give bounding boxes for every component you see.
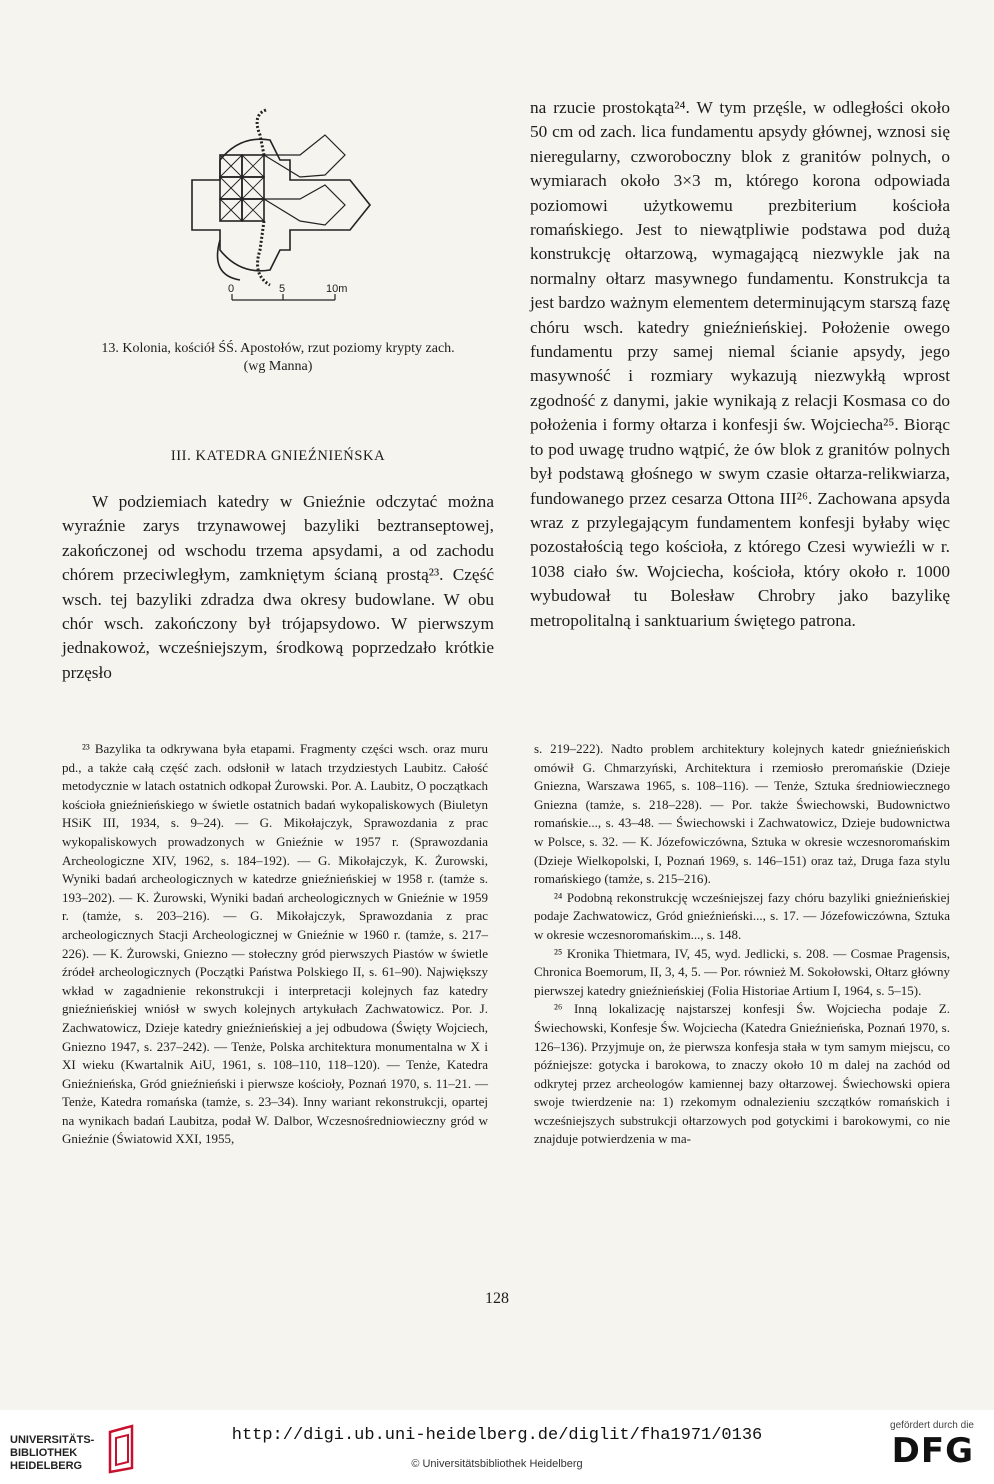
library-line-1: UNIVERSITÄTS-: [10, 1434, 95, 1446]
caption-line-2: (wg Manna): [243, 359, 313, 374]
plan-outer-wall: [192, 139, 370, 271]
scale-label-5: 5: [279, 283, 286, 295]
body-paragraph-right: na rzucie prostokąta²⁴. W tym przęśle, w odległości około 50 cm od zach. lica fundamentu apsydy głównej, wznosi się nieregularny, czworoboczny blok z granitów polnych, o wymiarach około 3×3 m, którego korona odpowiada poziomowi użytkowemu prezbiterium kościoła romańskiego. Jest to niewątpliwie podstawa pod dużą konstrukcję ołtarzową, wymagającą niezwykle jak na normalny ołtarz masywnego fundamentu. Konstrukcja ta jest bardzo ważnym elementem determinującym starszą fazę chóru wsch. katedry gnieźnieńskiej. Położenie owego fundamentu przy samej niemal ścianie apsydy, jego masywność i rozmiary wykazują niezwykłą wprost zgodność z danymi, jakie wynikają z relacji Kosmasa co do położenia i formy ołtarza i konfesji św. Wojciecha²⁵. Biorąc to pod uwagę trudno wątpić, że ów blok z granitów polnych był podstawą głośnego w swym czasie ołtarza-relikwiarza, fundowanego przez cesarza Ottona III²⁶. Zachowana apsyda wraz z przylegającym fundamentem konfesji byłaby więc pozostałością tego kościoła, z którego Czesi wywieźli w r. 1038 ciało św. Wojciecha, kościoła, który około r. 1000 wybudował tu Bolesław Chrobry jako bazylikę metropolitalną i sanktuarium świętego patrona.: [530, 98, 950, 630]
footnotes-right-column: [534, 740, 950, 1149]
plan-stair-north: [257, 110, 266, 155]
footnote-25: ²⁵ Kronika Thietmara, IV, 45, wyd. Jedlicki, s. 208. — Cosmae Pragensis, Chronica Boemorum, II, 3, 4, 5. — Por. również M. Sokołowski, Ołtarz główny pierwszej katedry gnieźnieńskiej (Folia Historiae Artium I, 1964, s. 5–15).: [534, 945, 950, 998]
scale-label-10m: 10m: [326, 283, 348, 295]
dfg-funding-logo: [864, 1420, 974, 1471]
crypt-floor-plan: [180, 100, 380, 310]
footnote-23: ²³ Bazylika ta odkrywana była etapami. Fragmenty części wsch. oraz muru pd., a także całą część zach. odsłonił w latach trzydziestych Laubitz. Całość metodycznie w latach ostatnich odkopał Żurowski. Por. A. Laubitz, O początkach kościoła gnieźnieńskiego w świetle ostatnich badań wykopaliskowych (Biuletyn HSiK III, 1934, s. 9–24). — G. Mikołajczyk, Sprawozdania z prac wykopaliskowych prowadzonych w Gnieźnie w 1957 r. (Sprawozdania Archeologiczne XIV, 1962, s. 184–192). — G. Mikołajczyk, K. Żurowski, Wyniki badań archeologicznych w katedrze gnieźnieńskiej w 1958 r. (tamże s. 193–202). — K. Żurowski, Wyniki badań archeologicznych w Gnieźnie w 1959 r. (tamże, s. 203–216). — G. Mikołajczyk, Sprawozdania z prac archeologicznych Stacji Archeologicznej w Gnieźnie w 1960 r. (tamże, s. 217–226). — K. Żurowski, Gniezno — stołeczny gród pierwszych Piastów w świetle źródeł archeologicznych (Początki Państwa Polskiego II, s. 61–90). Największy wkład w zagadnienie rekonstrukcji i interpretacji kolejnych faz katedry gnieźnieńskiej wniósł w swych kolejnych artykułach Zachwatowicz. Por. J. Zachwatowicz, Dzieje katedry gnieźnieńskiej a jej odbudowa (Święty Wojciech, Gniezno 1947, s. 237–242). — Tenże, Polska architektura monumentalna w X i XI wieku (Kwartalnik AiU, 1961, s. 108–110, 118–120). — Tenże, Katedra Gnieźnieńska, Gród gnieźnieński i pierwsze kościoły, Poznań 1970, s. 11–21. — Tenże, Katedra romańska (tamże, s. 23–34). Inny wariant rekonstrukcji, opartej na wynikach badań Laubitza, podał W. Dalbor, Wczesnośredniowieczny gród w Gnieźnie (Światowid XXI, 1955,: [62, 741, 488, 1147]
dfg-logo-text: DFG: [891, 1431, 974, 1471]
body-text-right-column: [530, 96, 950, 633]
footnote-26: ²⁶ Inną lokalizację najstarszej konfesji Św. Wojciecha podaje Z. Świechowski, Konfesje Św. Wojciecha (Katedra Gnieźnieńska, Poznań 1970, s. 126–136). Przyjmuje on, że pierwsza konfesja stała w tym samym miejscu, co późniejsze: gotycka i barokowa, to znaczy około 10 m dalej na zachód od odkrytej przez archeologów kamiennej bazy ołtarzowej. Świechowski opiera swoje twierdzenie na: 1) rzekomym odnalezieniu szczątków romańskich i wcześniejszych substrukcji ołtarzowych pod gotyckimi i barokowymi, co nie znajduje potwierdzenia w ma-: [534, 1001, 950, 1147]
document-url[interactable]: http://digi.ub.uni-heidelberg.de/diglit/fha1971/0136: [231, 1426, 763, 1445]
copyright-notice: © Universitätsbibliothek Heidelberg: [411, 1458, 583, 1470]
footnotes-left-column: [62, 740, 488, 1149]
library-line-2: BIBLIOTHEK: [10, 1447, 78, 1459]
plan-apse-north: [264, 135, 345, 177]
footer-bar: [0, 1410, 994, 1484]
page-number: 128: [485, 1290, 509, 1307]
caption-line-1: 13. Kolonia, kościół ŚŚ. Apostołów, rzut poziomy krypty zach.: [101, 341, 455, 356]
funded-by-label: gefördert durch die: [890, 1420, 974, 1431]
body-paragraph-left: W podziemiach katedry w Gnieźnie odczytać można wyraźnie zarys trzynawowej bazyliki beztranseptowej, zakończonej od wschodu trzema apsydami, a od zachodu chórem przeciwległym, zamkniętym ścianą prostą²³. Część wsch. tej bazyliki zdradza dwa okresy budowlane. W obu chór wsch. zakończony był trójapsydowo. W pierwszym jednakowoż, wcześniejszym, środkową poprzedzało krótkie przęsło: [62, 492, 494, 682]
scale-label-0: 0: [228, 283, 235, 295]
library-line-3: HEIDELBERG: [10, 1460, 83, 1472]
body-text-left-column: [62, 490, 494, 685]
plan-stair-south: [258, 221, 270, 285]
footnote-23-continued: s. 219–222). Nadto problem architektury kolejnych katedr gnieźnieńskich omówił G. Chmarzyński, Architektura i rzemiosło preromańskie (Dzieje Gniezna, Warszawa 1965, s. 108–116). — Tenże, Sztuka średniowiecznego Gniezna (tamże, s. 218–228). — Por. także Świechowski, Budownictwo romańskie..., s. 43–48. — Świechowski i Zachwatowicz, Dzieje budownictwa w Polsce, s. 32. — K. Józefowiczówna, Sztuka w okresie wczesnoromańskim (Dzieje Wielkopolski, I, Poznań 1969, s. 146–151) oraz taż, Druga faza stylu romańskiego (tamże, s. 215–216).: [534, 741, 950, 887]
figure-caption: [62, 340, 494, 376]
section-heading: III. KATEDRA GNIEŹNIEŃSKA: [170, 448, 386, 464]
plan-apse-south: [264, 185, 345, 225]
footnote-24: ²⁴ Podobną rekonstrukcję wcześniejszej fazy chóru bazyliki gnieźnieńskiej podaje Zachwatowicz, Gród gnieźnieński..., s. 17. — Józefowiczówna, Sztuka w okresie wczesnoromańskim..., s. 148.: [534, 889, 950, 942]
